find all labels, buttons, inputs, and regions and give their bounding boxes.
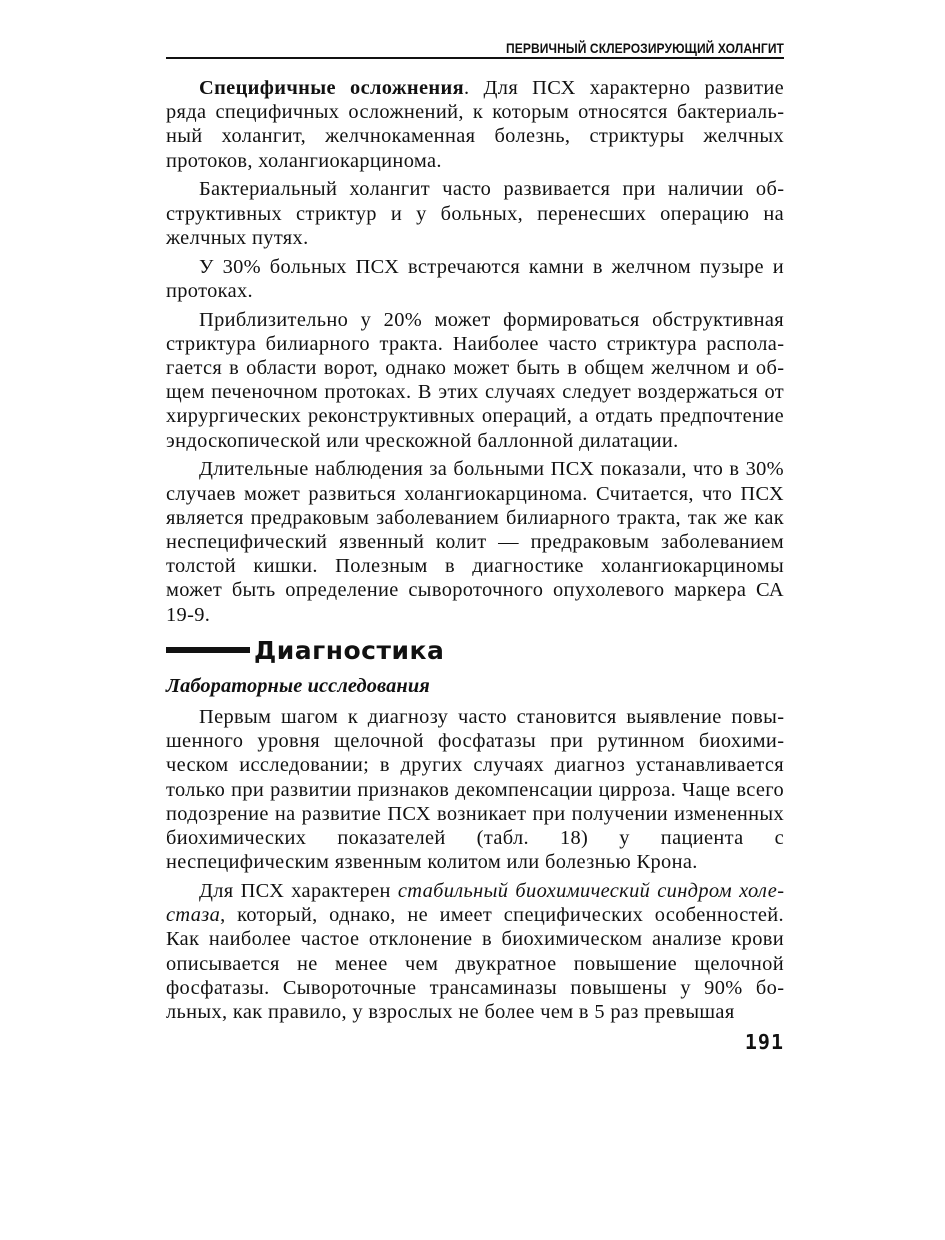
subheading: Лабораторные исследования: [166, 675, 430, 697]
heading-bar-ornament: [166, 647, 250, 653]
paragraph-lead-term: Специфичные осложнения: [199, 77, 465, 99]
section-heading-text: Диагностика: [254, 635, 445, 665]
italic-term: стабильный биохимический синдром холестаза: [166, 880, 784, 927]
paragraph-stricture: Приблизительно у 20% может формироваться обструктивная стриктура билиарного тракта. Наиболее часто стриктура располагается в области ворот, однако может быть в общем желчном и общем печеночном протоках. В этих случаях следует воздержаться от хирургических реконструктивных операций, а отдать предпочтение эндоскопической или чрескожной баллонной дилатации.: [166, 308, 784, 452]
page-number: 191: [744, 1030, 784, 1054]
paragraph-cholangiocarcinoma: Длительные наблюдения за больными ПСХ показали, что в 30% случаев может развиться холангиокарцинома. Считается, что ПСХ является предраковым заболеванием билиарного тракта, так же как неспецифический язвенный колит — предраковым заболеванием толстой кишки. Полезным в диагностике холангиокарциномы может быть определение сывороточного опухолевого маркера СА 19-9.: [166, 458, 784, 626]
body-text-top: [166, 76, 784, 631]
paragraph-bacterial-cholangitis: Бактериальный холангит часто развивается при наличии обструктивных стриктур и у больных, перенесших операцию на желчных путях.: [166, 178, 784, 249]
paragraph-gallstones: У 30% больных ПСХ встречаются камни в желчном пузыре и протоках.: [166, 255, 784, 302]
paragraph-first-step: Первым шагом к диагнозу часто становится выявление повышенного уровня щелочной фосфатазы при рутинном биохимическом исследовании; в других случаях диагноз устанавливается только при развитии признаков декомпенсации цирроза. Чаще всего подозрение на развитие ПСХ возникает при получении измененных биохимических показателей (табл. 18) у пациента с неспецифическим язвенным колитом или болезнью Крона.: [166, 706, 784, 874]
running-head: ПЕРВИЧНЫЙ СКЛЕРОЗИРУЮЩИЙ ХОЛАНГИТ: [506, 40, 784, 56]
paragraph-complications: [166, 76, 784, 173]
paragraph-text: , который, однако, не имеет специфических особенностей. Как наиболее частое отклонение в биохимическом анализе крови описывается не менее чем двукратное повышение щелочной фосфатазы. Сывороточные трансаминазы повышены у 90% больных, как правило, у взрослых не более чем в 5 раз превышая: [166, 904, 784, 1024]
paragraph-text: Для ПСХ характерен: [199, 880, 398, 903]
paragraph-cholestasis: [166, 879, 784, 1024]
paragraph-text: . Для ПСХ характерно развитие ряда специфичных осложнений, к которым относятся бактериальный холангит, желчнокаменная болезнь, стриктуры желчных протоков, холангиокарцинома.: [166, 77, 784, 172]
section-heading: [166, 633, 444, 667]
body-text-bottom: [166, 705, 784, 1029]
header-rule: [166, 57, 784, 59]
